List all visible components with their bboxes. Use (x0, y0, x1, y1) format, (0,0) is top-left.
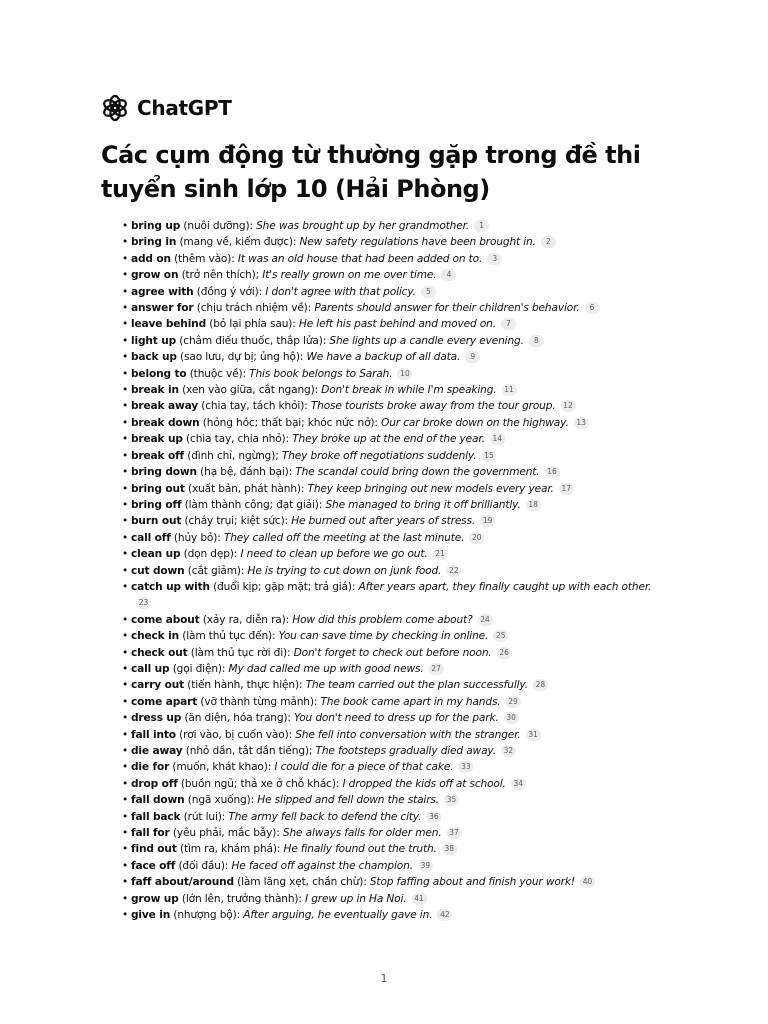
phrasal-verb-term: carry out (131, 679, 185, 692)
list-item (131, 366, 691, 382)
vietnamese-meaning: (ăn diện, hóa trang): (184, 712, 291, 725)
list-item (131, 759, 691, 775)
example-sentence: New safety regulations have been brought in. (299, 236, 536, 249)
list-item (131, 727, 691, 743)
example-sentence: It was an old house that had been added on to. (237, 252, 483, 265)
citation-badge[interactable]: 28 (533, 679, 548, 691)
list-item (131, 300, 691, 316)
example-sentence: It's really grown on me over time. (262, 269, 437, 282)
citation-badge[interactable]: 41 (412, 893, 427, 905)
brand-header (101, 94, 232, 122)
citation-badge[interactable]: 13 (574, 417, 589, 429)
example-sentence: We have a backup of all data. (306, 351, 461, 364)
phrasal-verb-term: burn out (131, 515, 182, 528)
phrasal-verb-term: cut down (131, 564, 185, 577)
example-sentence: They broke up at the end of the year. (292, 433, 485, 446)
list-item (131, 710, 691, 726)
example-sentence: The book came apart in my hands. (320, 695, 501, 708)
list-item (131, 284, 691, 300)
phrasal-verb-term: break in (131, 384, 179, 397)
list-item (131, 513, 691, 529)
citation-badge[interactable]: 9 (465, 351, 480, 363)
vietnamese-meaning: (thuộc về): (189, 367, 246, 380)
vietnamese-meaning: (cháy trụi; kiệt sức): (184, 515, 288, 528)
vietnamese-meaning: (nhượng bộ): (173, 909, 241, 922)
example-sentence: Don't break in while I'm speaking. (321, 384, 497, 397)
example-sentence: He faced off against the champion. (231, 859, 413, 872)
vietnamese-meaning: (hạ bệ, đánh bại): (200, 466, 293, 479)
vietnamese-meaning: (hỏng hóc; thất bại; khóc nức nở): (202, 416, 378, 429)
example-sentence: Those tourists broke away from the tour group. (310, 400, 556, 413)
phrasal-verb-term: die for (131, 761, 170, 774)
citation-badge[interactable]: 26 (497, 647, 512, 659)
vietnamese-meaning: (gọi điện): (172, 662, 226, 675)
list-item (131, 858, 691, 874)
citation-badge[interactable]: 40 (580, 876, 595, 888)
vietnamese-meaning: (dọn dẹp): (183, 548, 238, 561)
phrasal-verb-term: catch up with (131, 580, 210, 593)
list-item (131, 891, 691, 907)
vietnamese-meaning: (chia tay, chia nhỏ): (186, 433, 289, 446)
phrasal-verb-term: answer for (131, 302, 194, 315)
citation-badge[interactable]: 35 (444, 794, 459, 806)
vietnamese-meaning: (muốn, khát khao): (172, 761, 272, 774)
phrasal-verb-term: check in (131, 630, 179, 643)
citation-badge[interactable]: 22 (446, 565, 461, 577)
list-item (131, 333, 691, 349)
citation-badge[interactable]: 16 (545, 466, 560, 478)
list-item (131, 497, 691, 513)
example-sentence: The army fell back to defend the city. (228, 810, 422, 823)
phrasal-verb-term: check out (131, 646, 188, 659)
vietnamese-meaning: (ngã xuống): (187, 794, 255, 807)
list-item (131, 464, 691, 480)
example-sentence: Our car broke down on the highway. (381, 416, 569, 429)
list-item (131, 825, 691, 841)
example-sentence: My dad called me up with good news. (228, 662, 424, 675)
example-sentence: Parents should answer for their children's behavior. (314, 302, 580, 315)
list-item (131, 907, 691, 923)
phrasal-verb-list (131, 218, 691, 923)
citation-badge[interactable]: 20 (469, 532, 484, 544)
list-item (131, 809, 691, 825)
phrasal-verb-term: leave behind (131, 318, 207, 331)
phrasal-verb-term: clean up (131, 548, 181, 561)
citation-badge[interactable]: 14 (490, 433, 505, 445)
citation-badge[interactable]: 1 (474, 220, 489, 232)
list-item (131, 415, 691, 431)
example-sentence: The scandal could bring down the government. (295, 466, 540, 479)
vietnamese-meaning: (chịu trách nhiệm về): (196, 302, 312, 315)
list-item (131, 431, 691, 447)
citation-badge[interactable]: 39 (418, 860, 433, 872)
citation-badge[interactable]: 25 (493, 630, 508, 642)
vietnamese-meaning: (mang về, kiếm được): (179, 236, 297, 249)
citation-badge[interactable]: 21 (433, 548, 448, 560)
vietnamese-meaning: (làm lăng xẹt, chần chừ): (237, 876, 367, 889)
phrasal-verb-term: break off (131, 449, 185, 462)
list-item (131, 267, 691, 283)
example-sentence: After years apart, they finally caught up with each other. (358, 580, 652, 593)
list-item (131, 612, 691, 628)
citation-badge[interactable]: 36 (426, 811, 441, 823)
citation-badge[interactable]: 2 (541, 236, 556, 248)
phrasal-verb-term: fall down (131, 794, 185, 807)
phrasal-verb-term: faff about/around (131, 876, 234, 889)
example-sentence: The footsteps gradually died away. (315, 745, 496, 757)
example-sentence: He finally found out the truth. (283, 843, 437, 856)
citation-badge[interactable]: 30 (504, 712, 519, 724)
vietnamese-meaning: (trở nên thích); (181, 269, 260, 282)
vietnamese-meaning: (hủy bỏ): (173, 531, 221, 544)
example-sentence: I grew up in Ha Noi. (305, 892, 407, 905)
citation-badge[interactable]: 17 (559, 483, 574, 495)
page-number: 1 (380, 972, 388, 985)
brand-name: ChatGPT (137, 96, 232, 120)
citation-badge[interactable]: 24 (478, 614, 493, 626)
citation-badge[interactable]: 33 (458, 761, 473, 773)
list-item (131, 546, 691, 562)
example-sentence: I don't agree with that policy. (265, 285, 416, 298)
phrasal-verb-term: dress up (131, 712, 182, 725)
list-item (131, 349, 691, 365)
example-sentence: They called off the meeting at the last minute. (223, 531, 465, 544)
list-item (131, 382, 691, 398)
phrasal-verb-term: come apart (131, 695, 198, 708)
citation-badge[interactable]: 8 (529, 335, 544, 347)
list-item (131, 628, 691, 644)
vietnamese-meaning: (buồn ngủ; thả xe ở chỗ khác): (180, 777, 340, 790)
vietnamese-meaning: (tiến hành, thực hiện): (187, 679, 303, 692)
phrasal-verb-term: call off (131, 531, 171, 544)
phrasal-verb-term: bring out (131, 482, 185, 495)
vietnamese-meaning: (sao lưu, dự bị; ủng hộ): (180, 351, 304, 364)
phrasal-verb-term: call up (131, 662, 170, 675)
phrasal-verb-term: bring down (131, 466, 197, 479)
citation-badge[interactable]: 7 (501, 318, 516, 330)
list-item (131, 448, 691, 464)
example-sentence: He is trying to cut down on junk food. (247, 564, 442, 577)
vietnamese-meaning: (tìm ra, khám phá): (179, 843, 281, 856)
phrasal-verb-term: bring up (131, 220, 181, 232)
phrasal-verb-term: grow on (131, 269, 179, 282)
example-sentence: He slipped and fell down the stairs. (257, 794, 440, 807)
example-sentence: This book belongs to Sarah. (249, 367, 393, 380)
citation-badge[interactable]: 38 (442, 843, 457, 855)
openai-logo-icon (101, 94, 129, 122)
example-sentence: She was brought up by her grandmother. (256, 220, 470, 232)
list-item (131, 481, 691, 497)
citation-badge[interactable]: 3 (487, 253, 502, 265)
list-item (131, 743, 691, 759)
vietnamese-meaning: (đồng ý với): (196, 285, 262, 298)
example-sentence: They keep bringing out new models every year. (307, 482, 554, 495)
citation-badge[interactable]: 23 (136, 597, 151, 609)
list-item (131, 218, 691, 234)
phrasal-verb-term: fall back (131, 810, 181, 823)
phrasal-verb-term: break up (131, 433, 183, 446)
vietnamese-meaning: (đình chỉ, ngừng); (187, 449, 279, 462)
example-sentence: He burned out after years of stress. (291, 515, 476, 528)
vietnamese-meaning: (xen vào giữa, cắt ngang): (182, 384, 318, 397)
list-item (131, 251, 691, 267)
list-item (131, 694, 691, 710)
citation-badge[interactable]: 4 (441, 269, 456, 281)
citation-badge[interactable]: 10 (397, 368, 412, 380)
vietnamese-meaning: (rút lui): (183, 810, 226, 823)
phrasal-verb-term: belong to (131, 367, 187, 380)
vietnamese-meaning: (làm thủ tục đến): (182, 630, 276, 643)
vietnamese-meaning: (yêu phải, mắc bẫy): (172, 827, 280, 840)
phrasal-verb-term: break away (131, 400, 199, 413)
list-item (131, 398, 691, 414)
list-item (131, 579, 671, 612)
citation-badge[interactable]: 29 (506, 696, 521, 708)
example-sentence: After arguing, he eventually gave in. (243, 909, 433, 922)
vietnamese-meaning: (thêm vào): (174, 252, 235, 265)
example-sentence: She lights up a candle every evening. (329, 334, 524, 347)
citation-badge[interactable]: 12 (561, 400, 576, 412)
phrasal-verb-term: give in (131, 909, 171, 922)
example-sentence: He left his past behind and moved on. (298, 318, 496, 331)
citation-badge[interactable]: 37 (447, 827, 462, 839)
vietnamese-meaning: (lớn lên, trưởng thành): (181, 892, 302, 905)
example-sentence: Stop faffing about and finish your work! (369, 876, 575, 889)
citation-badge[interactable]: 34 (511, 778, 526, 790)
phrasal-verb-term: light up (131, 334, 177, 347)
example-sentence: I dropped the kids off at school. (342, 777, 506, 790)
citation-badge[interactable]: 19 (480, 515, 495, 527)
citation-badge[interactable]: 15 (481, 450, 496, 462)
example-sentence: They broke off negotiations suddenly. (281, 449, 477, 462)
phrasal-verb-term: die away (131, 745, 183, 757)
list-item (131, 677, 691, 693)
list-item (131, 530, 691, 546)
example-sentence: She fell into conversation with the stranger. (295, 728, 521, 741)
list-item (131, 645, 691, 661)
citation-badge[interactable]: 32 (501, 745, 516, 757)
example-sentence: She always falls for older men. (282, 827, 442, 840)
vietnamese-meaning: (vỡ thành từng mảnh): (200, 695, 318, 708)
vietnamese-meaning: (nhỏ dần, tắt dần tiếng); (185, 745, 313, 757)
list-item (131, 792, 691, 808)
page-title: Các cụm động từ thường gặp trong đề thi tuyển sinh lớp 10 (Hải Phòng) (101, 141, 641, 203)
example-sentence: You don't need to dress up for the park. (294, 712, 499, 725)
phrasal-verb-term: agree with (131, 285, 194, 298)
phrasal-verb-term: face off (131, 859, 176, 872)
citation-badge[interactable]: 27 (429, 663, 444, 675)
vietnamese-meaning: (làm thủ tục rời đi): (190, 646, 291, 659)
citation-badge[interactable]: 31 (526, 729, 541, 741)
example-sentence: I need to clean up before we go out. (240, 548, 428, 561)
vietnamese-meaning: (rơi vào, bị cuốn vào): (179, 728, 292, 741)
vietnamese-meaning: (nuôi dưỡng): (183, 220, 253, 232)
vietnamese-meaning: (đuổi kịp; gặp mặt; trả giá): (213, 580, 356, 593)
citation-badge[interactable]: 6 (585, 302, 600, 314)
phrasal-verb-term: drop off (131, 777, 178, 790)
citation-badge[interactable]: 18 (526, 499, 541, 511)
vietnamese-meaning: (cắt giảm): (187, 564, 245, 577)
vietnamese-meaning: (xảy ra, diễn ra): (202, 613, 290, 626)
phrasal-verb-term: break down (131, 416, 200, 429)
example-sentence: You can save time by checking in online. (278, 630, 489, 643)
vietnamese-meaning: (châm điếu thuốc, thắp lửa): (179, 334, 327, 347)
example-sentence: I could die for a piece of that cake. (274, 761, 454, 774)
citation-badge[interactable]: 42 (437, 909, 452, 921)
vietnamese-meaning: (chia tay, tách khỏi): (201, 400, 308, 413)
phrasal-verb-term: fall for (131, 827, 170, 840)
example-sentence: Don't forget to check out before noon. (293, 646, 492, 659)
phrasal-verb-term: bring off (131, 498, 182, 511)
phrasal-verb-term: add on (131, 252, 171, 265)
phrasal-verb-term: come about (131, 613, 200, 626)
phrasal-verb-term: grow up (131, 892, 179, 905)
vietnamese-meaning: (đối đầu): (178, 859, 229, 872)
list-item (131, 776, 691, 792)
citation-badge[interactable]: 5 (421, 286, 436, 298)
example-sentence: The team carried out the plan successfully. (305, 679, 528, 692)
list-item (131, 841, 691, 857)
list-item (131, 661, 691, 677)
list-item (131, 234, 691, 250)
list-item (131, 563, 691, 579)
vietnamese-meaning: (làm thành công; đạt giải): (184, 498, 323, 511)
phrasal-verb-term: find out (131, 843, 177, 856)
vietnamese-meaning: (bỏ lại phía sau): (209, 318, 296, 331)
list-item (131, 874, 691, 890)
vietnamese-meaning: (xuất bản, phát hành): (188, 482, 305, 495)
citation-badge[interactable]: 11 (502, 384, 517, 396)
example-sentence: She managed to bring it off brilliantly. (325, 498, 521, 511)
list-item (131, 316, 691, 332)
example-sentence: How did this problem come about? (292, 613, 473, 626)
phrasal-verb-term: fall into (131, 728, 176, 741)
phrasal-verb-term: back up (131, 351, 177, 364)
phrasal-verb-term: bring in (131, 236, 177, 249)
